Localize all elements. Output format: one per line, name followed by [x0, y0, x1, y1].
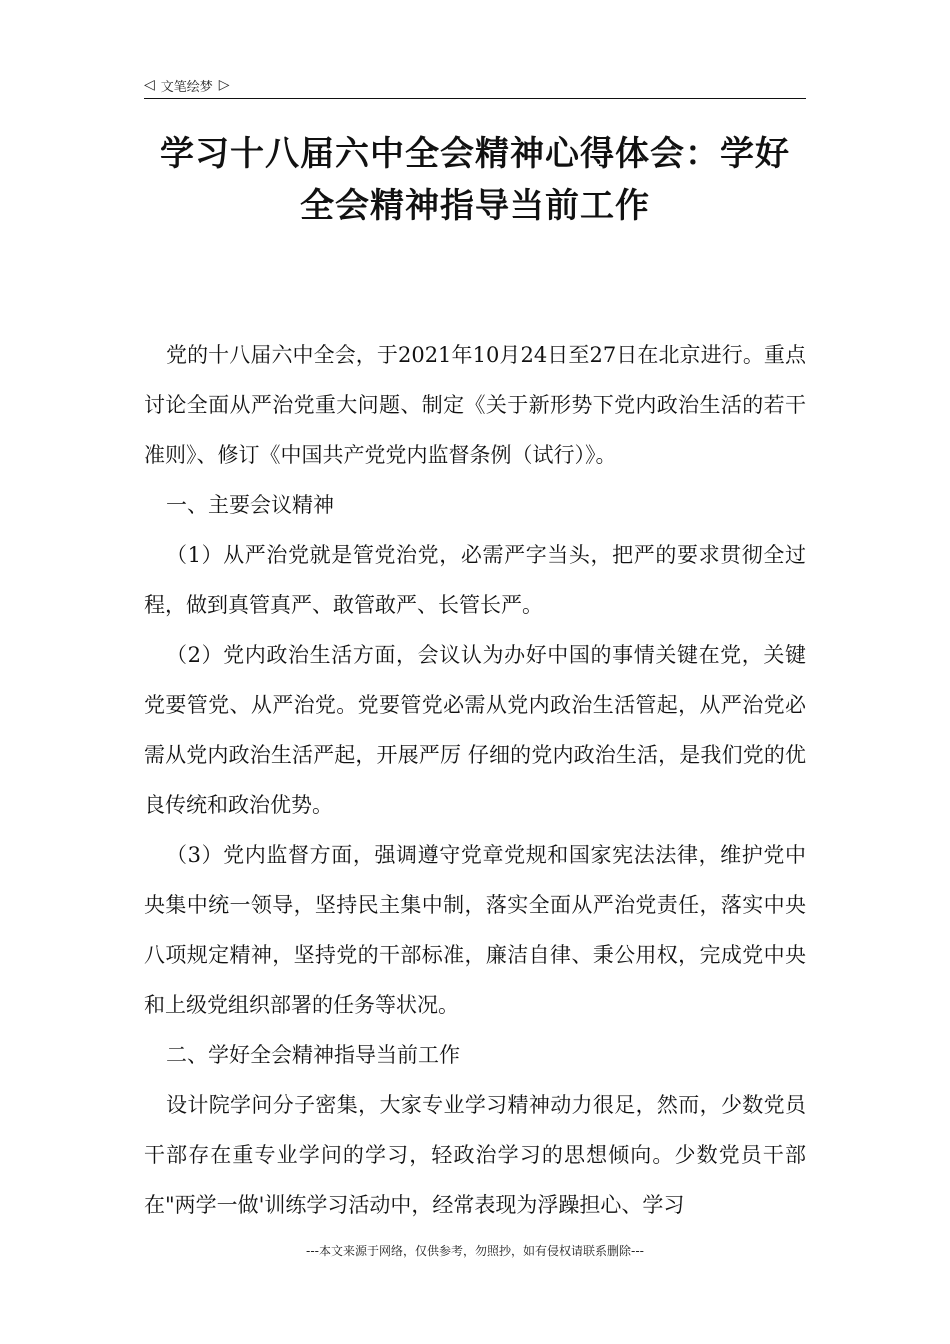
left-triangle-icon: ◁	[144, 77, 155, 93]
right-triangle-icon: ▷	[218, 77, 230, 93]
heading-section-1: 一、主要会议精神	[166, 493, 334, 517]
page-footer-disclaimer: ---本文来源于网络，仅供参考，勿照抄，如有侵权请联系删除---	[306, 1244, 644, 1258]
header-brand: 文笔绘梦	[160, 79, 213, 95]
paragraph-intro: 党的十八届六中全会，于2021年10月24日至27日在北京进行。重点讨论全面从严治党重大问题、制定《关于新形势下党内政治生活的若干准则》、修订《中国共产党党内监督条例（试行）》。	[144, 343, 806, 467]
paragraph-section-2: 设计院学问分子密集，大家专业学习精神动力很足，然而，少数党员干部存在重专业学问的学习，轻政治学习的思想倾向。少数党员干部在"两学一做'训练学习活动中，经常表现为浮躁担心、学习	[144, 1093, 806, 1217]
title-line-2: 全会精神指导当前工作	[300, 186, 650, 226]
document-body	[144, 330, 806, 1230]
paragraph-point-3: （3）党内监督方面，强调遵守党章党规和国家宪法法律，维护党中央集中统一领导，坚持民主集中制，落实全面从严治党责任，落实中央八项规定精神，坚持党的干部标准，廉洁自律、秉公用权，完成党中央和上级党组织部署的任务等状况。	[144, 843, 806, 1017]
paragraph-point-1: （1）从严治党就是管党治党，必需严字当头，把严的要求贯彻全过程，做到真管真严、敢管敢严、长管长严。	[144, 543, 806, 617]
heading-section-2: 二、学好全会精神指导当前工作	[166, 1043, 460, 1067]
document-title	[144, 128, 806, 232]
page-header	[144, 72, 806, 99]
paragraph-point-2: （2）党内政治生活方面，会议认为办好中国的事情关键在党，关键党要管党、从严治党。党要管党必需从党内政治生活管起，从严治党必需从党内政治生活严起，开展严厉 仔细的党内政治生活，是我们党的优良传统和政治优势。	[144, 643, 806, 817]
title-line-1: 学习十八届六中全会精神心得体会：学好	[160, 134, 790, 174]
